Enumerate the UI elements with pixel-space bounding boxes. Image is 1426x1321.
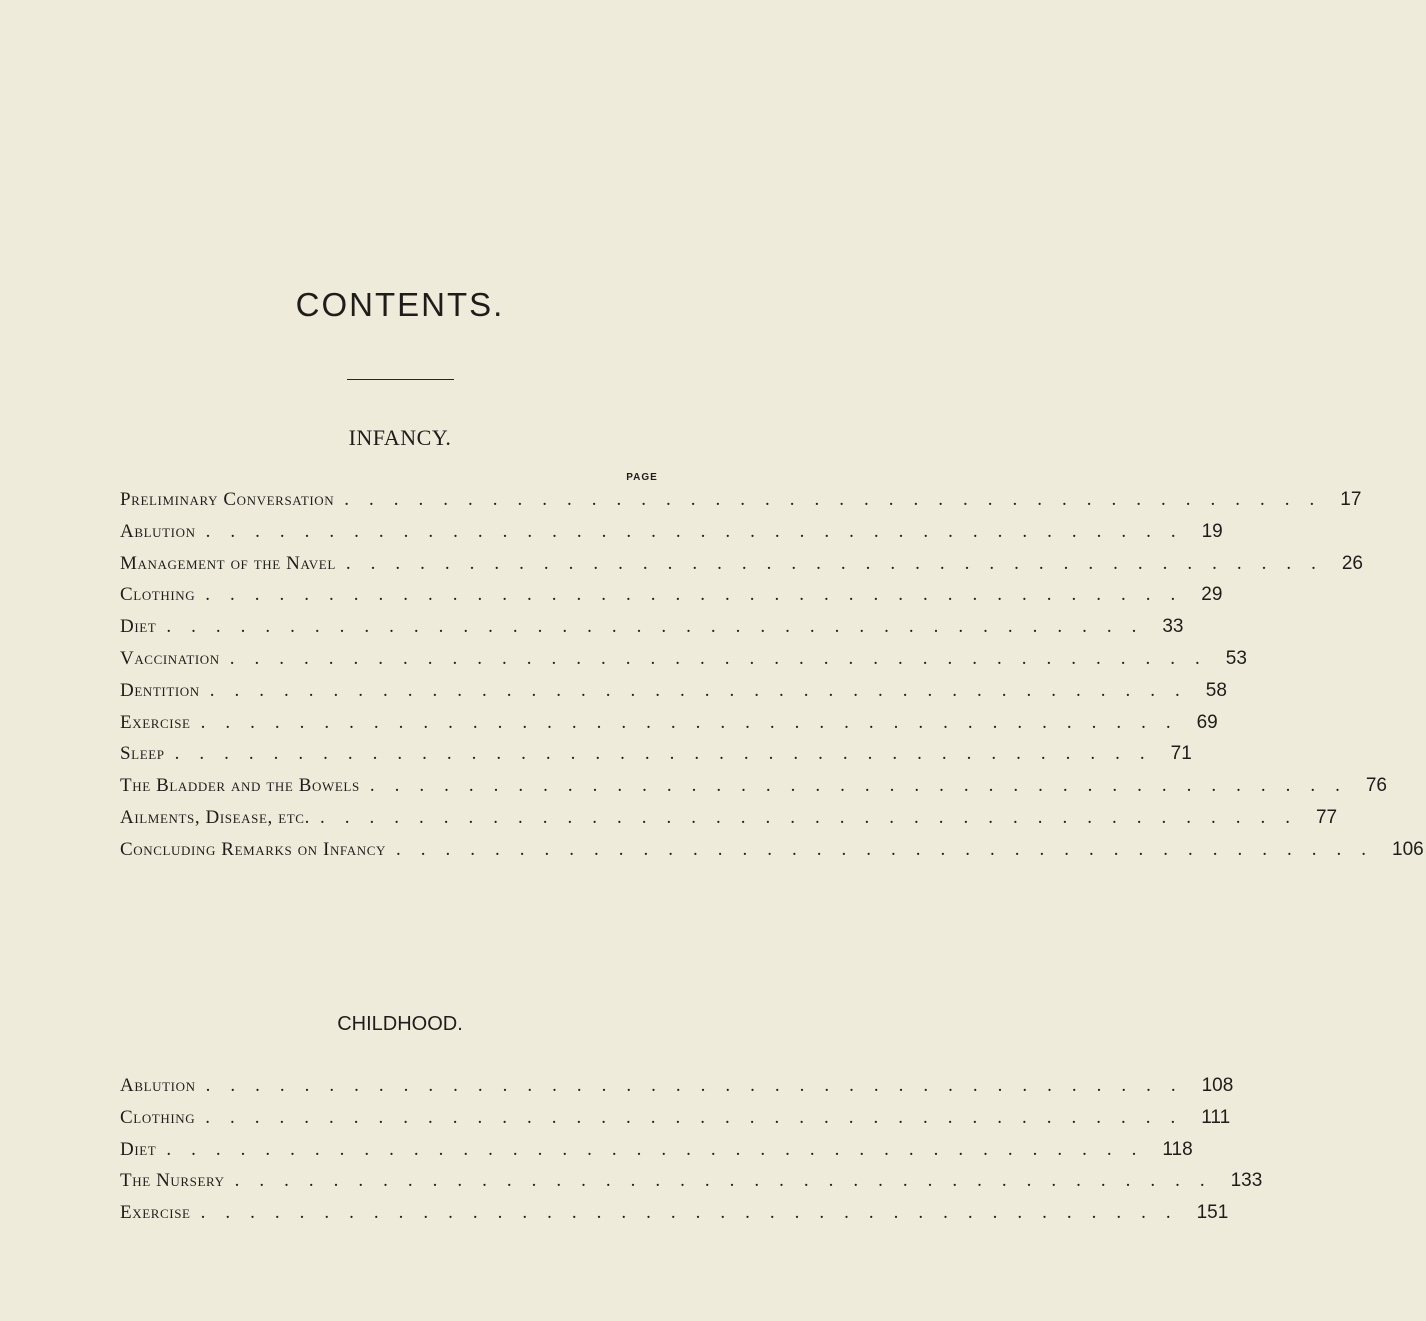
toc-entry-page: 29 [1201,584,1223,606]
toc-entry-page: 133 [1230,1170,1263,1192]
toc-entry-title: Clothing [120,1106,196,1128]
toc-entry-title: Exercise [120,711,191,733]
dot-leader: ........................................ [396,838,1387,860]
toc-entry-page: 151 [1196,1202,1229,1224]
toc-entry-page: 53 [1225,647,1247,669]
toc-list-childhood [120,1070,1263,1229]
dot-leader: ........................................ [205,1106,1196,1128]
toc-entry-title: Ablution [120,1075,196,1096]
toc-entry-title: Exercise [120,1202,191,1224]
toc-entry[interactable] [120,738,1192,770]
toc-entry-title: The Nursery [120,1170,225,1192]
toc-entry-title: Diet [120,616,157,638]
toc-entry-title: Vaccination [120,647,220,669]
dot-leader: ........................................ [166,1138,1157,1160]
toc-entry-title: Concluding Remarks on Infancy [120,838,387,860]
toc-entry-page: 76 [1365,775,1387,797]
toc-entry-page: 118 [1162,1138,1193,1160]
toc-entry-title: Clothing [120,584,196,606]
toc-entry-title: Preliminary Conversation [120,489,335,510]
dot-leader: ........................................ [369,775,1360,797]
toc-entry-title: Management of the Navel [120,552,336,574]
toc-entry[interactable] [120,643,1247,675]
toc-entry[interactable] [120,802,1338,834]
section-heading-infancy: INFANCY. [348,425,452,450]
toc-entry-page: 69 [1196,711,1218,733]
toc-entry[interactable] [120,548,1363,580]
toc-entry[interactable] [120,484,1362,516]
dot-leader: ........................................ [200,711,1191,733]
dot-leader: ........................................ [200,1202,1191,1224]
toc-entry[interactable] [120,1197,1229,1229]
toc-entry-page: 26 [1341,552,1363,574]
toc-entry-title: The Bladder and the Bowels [120,775,360,797]
toc-entry[interactable] [120,516,1223,548]
toc-entry[interactable] [120,834,1424,866]
toc-entry-page: 71 [1170,743,1192,765]
toc-entry[interactable] [120,707,1218,739]
toc-entry[interactable] [120,675,1227,707]
page-column-label: PAGE [626,472,658,483]
toc-entry-page: 17 [1340,489,1362,510]
toc-entry-title: Dentition [120,679,200,701]
toc-entry-page: 77 [1315,806,1338,828]
dot-leader: ........................................ [209,679,1200,701]
dot-leader: ........................................ [205,584,1196,606]
title-rule [347,379,454,380]
dot-leader: ........................................ [345,552,1336,574]
toc-entry[interactable] [120,579,1223,611]
dot-leader: ........................................ [166,616,1157,638]
toc-entry[interactable] [120,1070,1234,1102]
dot-leader: ........................................ [205,520,1196,542]
toc-entry[interactable] [120,1165,1263,1197]
toc-entry-page: 106 [1392,838,1424,860]
section-heading-childhood: CHILDHOOD. [337,1013,463,1035]
dot-leader: ........................................ [344,489,1335,510]
toc-entry-page: 19 [1201,520,1223,542]
toc-entry-page: 33 [1162,616,1184,638]
toc-entry-title: Ablution [120,520,196,542]
toc-entry[interactable] [120,1134,1193,1166]
page-title: CONTENTS. [295,286,505,323]
toc-entry[interactable] [120,611,1184,643]
dot-leader: ........................................ [319,806,1310,828]
toc-entry-title: Ailments, Disease, etc. [120,806,310,828]
dot-leader: ........................................ [205,1075,1196,1096]
dot-leader: ........................................ [229,647,1220,669]
toc-entry-title: Diet [120,1138,157,1160]
toc-entry-page: 58 [1205,679,1227,701]
dot-leader: ........................................ [174,743,1165,765]
toc-entry[interactable] [120,770,1387,802]
toc-entry-page: 111 [1201,1106,1231,1128]
toc-entry-title: Sleep [120,743,165,765]
dot-leader: ........................................ [234,1170,1225,1192]
toc-entry-page: 108 [1201,1075,1234,1096]
toc-entry[interactable] [120,1102,1231,1134]
toc-list-infancy [120,484,1424,866]
